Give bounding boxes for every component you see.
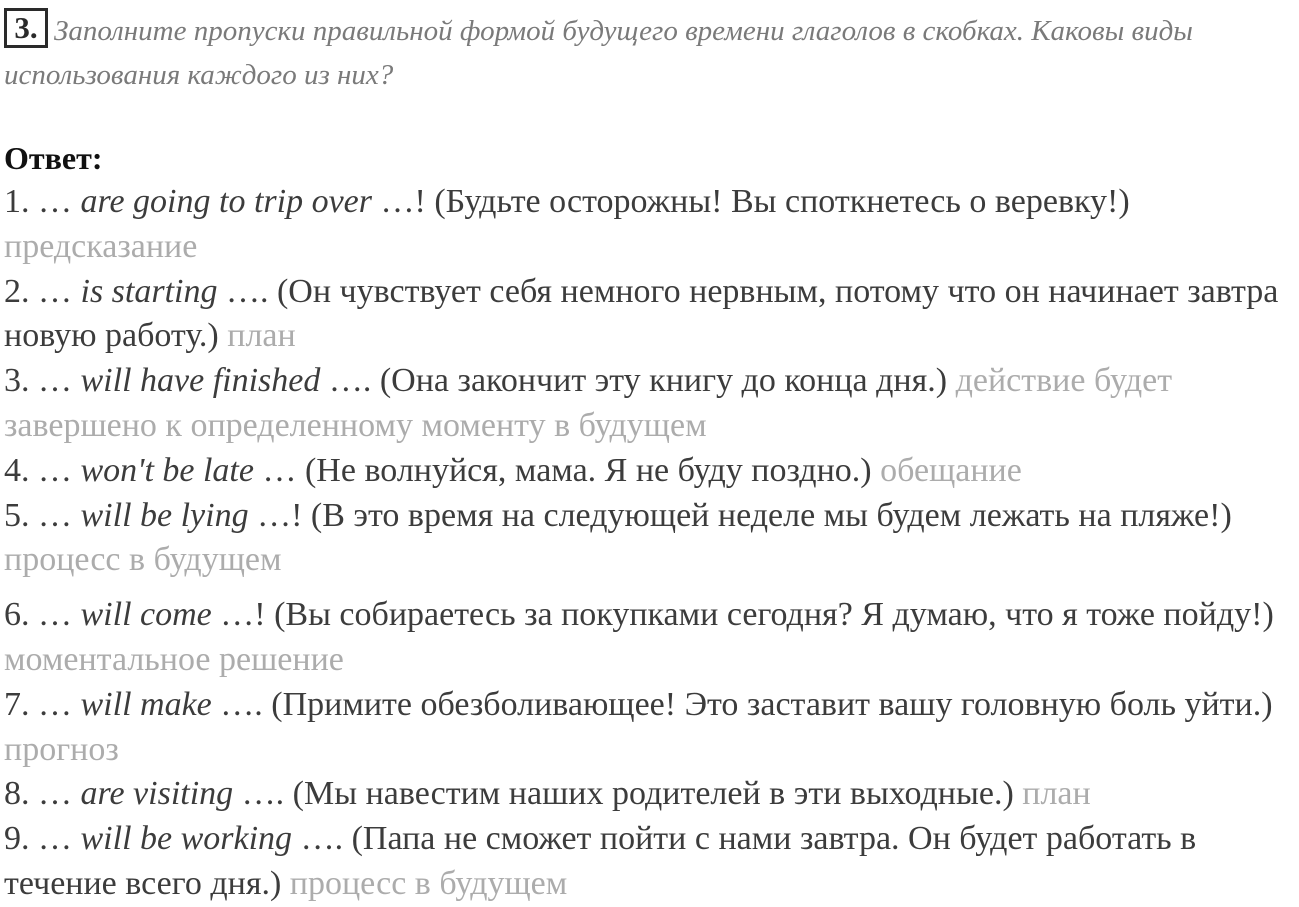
item-usage-note: обещание xyxy=(880,451,1022,489)
item-verb: will be lying xyxy=(80,496,249,534)
answer-item-1 xyxy=(4,180,1299,270)
answer-heading: Ответ: xyxy=(4,140,103,176)
answer-item-9 xyxy=(4,817,1299,907)
answer-item-2 xyxy=(4,270,1299,360)
answer-item-6 xyxy=(4,593,1299,683)
item-prefix: 8. … xyxy=(4,775,81,813)
item-text: …! (Вы собираетесь за покупками сегодня? Я думаю, что я тоже пойду!) xyxy=(211,596,1274,634)
item-text: … (Не волнуйся, мама. Я не буду поздно.) xyxy=(253,451,881,489)
item-prefix: 1. … xyxy=(4,183,81,220)
item-usage-note: план xyxy=(227,317,296,355)
task-number-badge: 3. xyxy=(4,8,48,48)
item-verb: will have finished xyxy=(80,362,321,400)
item-text: …! (Будьте осторожны! Вы споткнетесь о веревку!) xyxy=(372,183,1130,220)
answer-item-7 xyxy=(4,683,1299,773)
item-verb: won't be late xyxy=(80,451,254,489)
item-text: …. (Папа не сможет пойти с нами завтра. Он будет работать в течение всего дня.) xyxy=(4,820,1197,902)
item-prefix: 9. … xyxy=(4,820,81,858)
item-text: …. (Она закончит эту книгу до конца дня.) xyxy=(320,362,956,400)
item-verb: are going to trip over xyxy=(80,183,372,220)
item-usage-note: прогноз xyxy=(4,730,119,768)
item-text: …. (Он чувствует себя немного нервным, потому что он начинает завтра новую работу.) xyxy=(4,272,1279,355)
item-verb: are visiting xyxy=(80,775,234,813)
answer-item-3 xyxy=(4,359,1299,449)
item-text: …. (Мы навестим наших родителей в эти выходные.) xyxy=(233,775,1023,813)
item-prefix: 4. … xyxy=(4,451,81,489)
item-prefix: 6. … xyxy=(4,596,81,634)
item-verb: will come xyxy=(80,596,212,634)
item-prefix: 5. … xyxy=(4,496,81,534)
item-usage-note: процесс в будущем xyxy=(289,864,568,902)
item-verb: will make xyxy=(80,685,212,723)
item-verb: is starting xyxy=(80,272,218,310)
item-usage-note: процесс в будущем xyxy=(4,541,282,579)
item-verb: will be working xyxy=(80,820,293,858)
item-usage-note: моментальное решение xyxy=(4,640,344,678)
answer-list xyxy=(4,180,1299,907)
item-usage-note: план xyxy=(1022,775,1091,813)
answer-item-5 xyxy=(4,494,1299,584)
item-text: …. (Примите обезболивающее! Это заставит вашу головную боль уйти.) xyxy=(211,685,1273,723)
item-prefix: 7. … xyxy=(4,685,81,723)
item-prefix: 2. … xyxy=(4,272,81,310)
task-instruction: Заполните пропуски правильной формой будущего времени глаголов в скобках. Каковы виды использования каждого из них? xyxy=(4,15,1193,91)
task-header xyxy=(4,8,1294,97)
answer-item-4 xyxy=(4,449,1299,494)
item-prefix: 3. … xyxy=(4,362,81,400)
item-usage-note: предсказание xyxy=(4,227,198,265)
item-usage-note: действие будет завершено к определенному моменту в будущем xyxy=(4,362,1173,444)
item-text: …! (В это время на следующей неделе мы будем лежать на пляже!) xyxy=(248,496,1232,534)
answer-item-8 xyxy=(4,772,1299,817)
